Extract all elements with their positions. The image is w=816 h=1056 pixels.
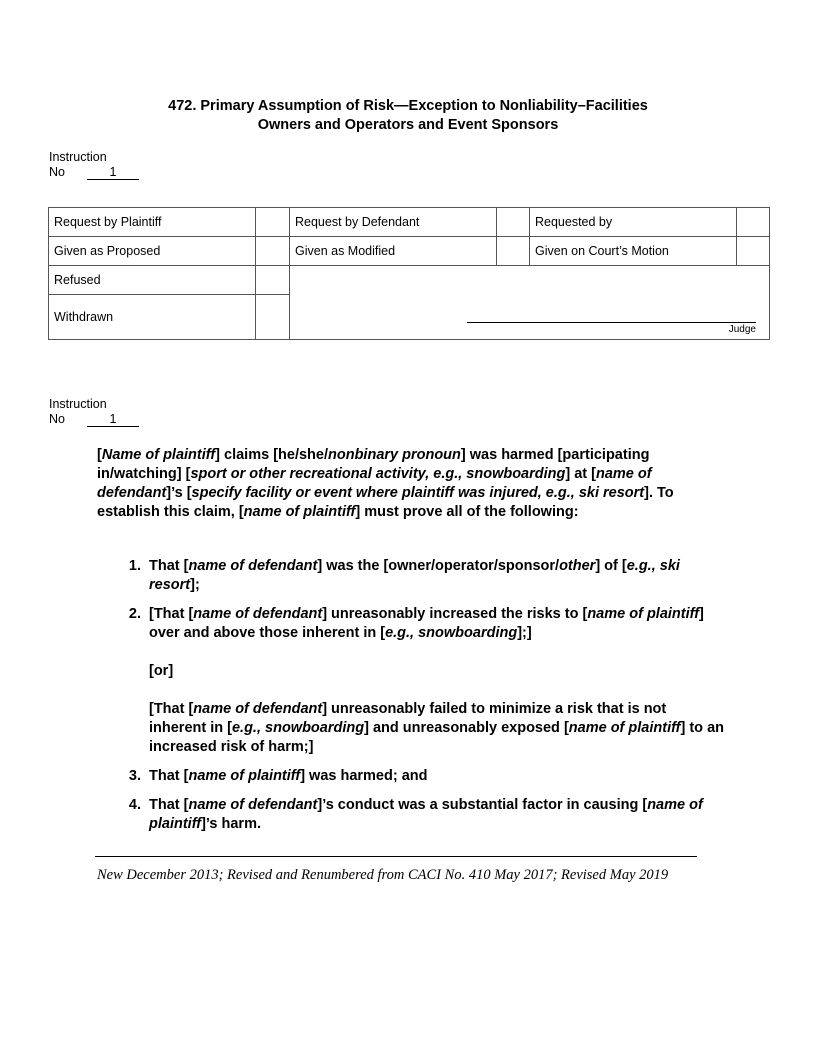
element-item-1: 1. That [name of defendant] was the [owner/operator/sponsor/other] of [e.g., ski resort]; — [145, 557, 727, 595]
given-as-modified-label: Given as Modified — [290, 237, 497, 266]
instruction-label: Instruction — [49, 397, 107, 411]
title-line-2: Owners and Operators and Event Sponsors — [257, 117, 559, 133]
refused-label: Refused — [49, 266, 256, 295]
request-table — [48, 207, 770, 340]
judge-signature-area[interactable] — [290, 266, 770, 340]
judge-label: Judge — [728, 324, 756, 335]
element-2-or: [or] — [149, 663, 174, 679]
element-item-2 — [145, 605, 727, 757]
given-on-courts-motion-label: Given on Court’s Motion — [530, 237, 737, 266]
given-as-proposed-checkbox[interactable] — [256, 237, 290, 266]
request-by-defendant-checkbox[interactable] — [497, 208, 530, 237]
element-item-4: 4. That [name of defendant]’s conduct was a substantial factor in causing [name of plaintiff]’s harm. — [145, 796, 727, 834]
given-as-proposed-label: Given as Proposed — [49, 237, 256, 266]
element-2-alternative-a: 2. [That [name of defendant] unreasonably increased the risks to [name of plaintiff] over and above those inherent in [e.g., snowboarding];] — [149, 606, 704, 641]
instruction-number-field[interactable]: 1 — [87, 413, 139, 427]
elements-list — [97, 557, 727, 844]
title-line-1: 472. Primary Assumption of Risk—Exception to Nonliability–Facilities — [168, 98, 648, 114]
request-by-plaintiff-checkbox[interactable] — [256, 208, 290, 237]
withdrawn-checkbox[interactable] — [256, 295, 290, 340]
no-label: No — [49, 165, 65, 179]
refused-checkbox[interactable] — [256, 266, 290, 295]
instruction-number-bottom — [49, 397, 139, 427]
element-2-alternative-b: [That [name of defendant] unreasonably failed to minimize a risk that is not inherent in [e.g., snowboarding] and unreasonably exposed [name of plaintiff] to an increased risk of harm;] — [149, 701, 724, 755]
request-by-defendant-label: Request by Defendant — [290, 208, 497, 237]
requested-by-checkbox[interactable] — [737, 208, 770, 237]
requested-by-label: Requested by — [530, 208, 737, 237]
instruction-title — [48, 97, 768, 135]
given-on-courts-motion-checkbox[interactable] — [737, 237, 770, 266]
history-divider — [95, 856, 697, 857]
withdrawn-label: Withdrawn — [49, 295, 256, 340]
instruction-number-top — [49, 150, 139, 180]
given-as-modified-checkbox[interactable] — [497, 237, 530, 266]
instruction-intro-paragraph: [Name of plaintiff] claims [he/she/nonbinary pronoun] was harmed [participating in/watching] [sport or other recreational activity, e.g., snowboarding] at [name of defendant]’s [specify facility or event where plaintiff was injured, e.g., ski resort]. To establish this claim, [name of plaintiff] must prove all of the following: — [97, 447, 674, 520]
revision-history: New December 2013; Revised and Renumbered from CACI No. 410 May 2017; Revised May 2019 — [97, 867, 669, 883]
instruction-label: Instruction — [49, 150, 107, 164]
element-item-3: 3. That [name of plaintiff] was harmed; and — [145, 767, 727, 786]
request-by-plaintiff-label: Request by Plaintiff — [49, 208, 256, 237]
judge-signature-line — [467, 322, 756, 323]
no-label: No — [49, 412, 65, 426]
instruction-number-field[interactable]: 1 — [87, 166, 139, 180]
